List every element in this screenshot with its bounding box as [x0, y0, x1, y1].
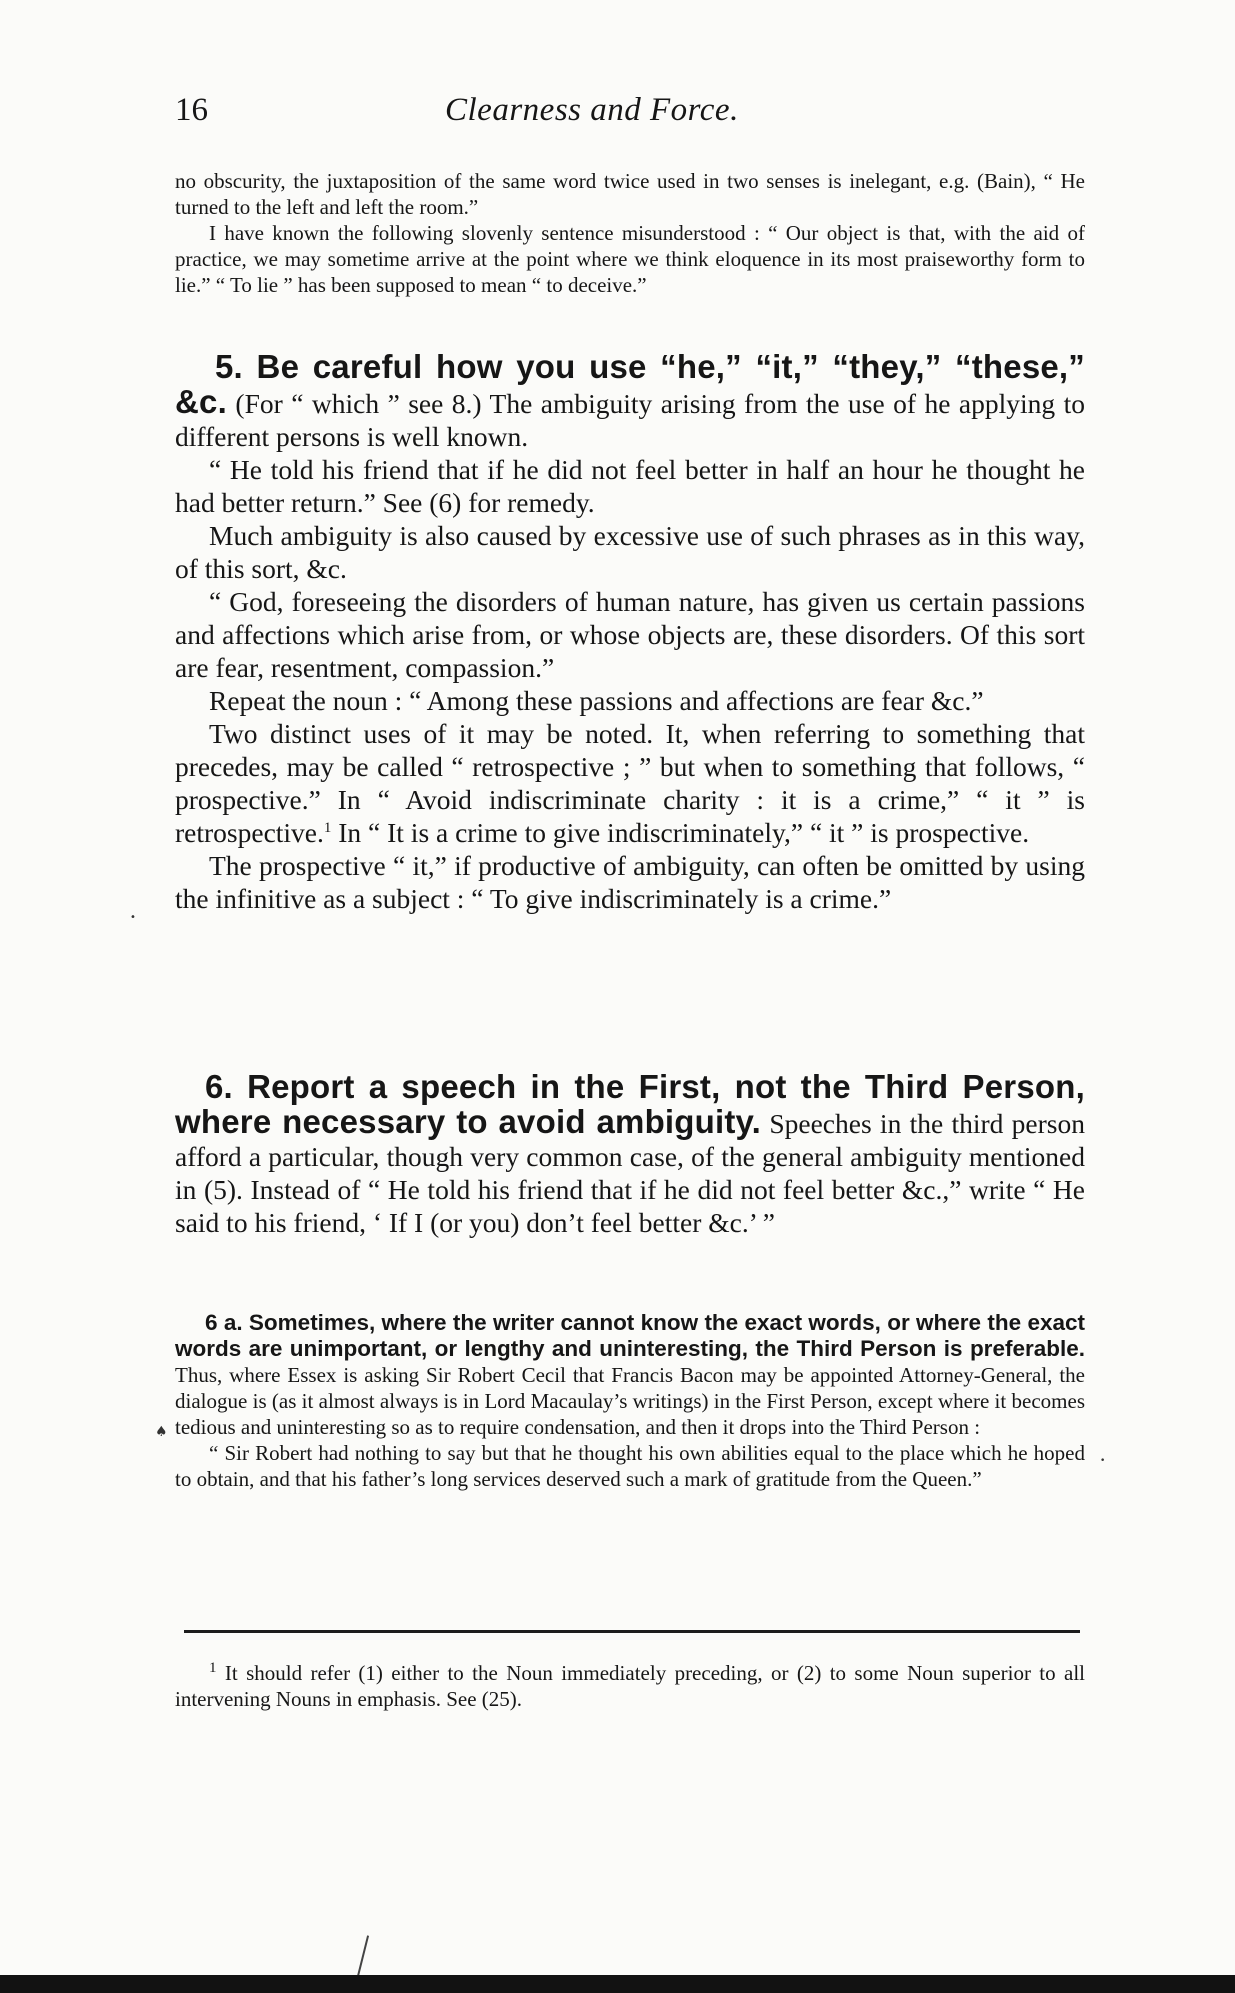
- page-header: [175, 92, 1085, 142]
- section-5-lead: [175, 350, 1085, 453]
- footnote-rule: [184, 1630, 1080, 1633]
- section-5-paragraph-5: Repeat the noun : “ Among these passions and affections are fear &c.”: [209, 685, 984, 716]
- section-5-paragraph-6: [175, 717, 1085, 849]
- section-6-heading: 6. Report a speech in the First, not the Third Person, where necessary to avoid ambiguity.: [175, 1068, 1085, 1140]
- section-6a-heading: 6 a. Sometimes, where the writer cannot know the exact words, or where the exact words are unimportant, or lengthy and uninteresting, the Third Person is preferable.: [175, 1310, 1085, 1361]
- section-6a: [175, 1310, 1085, 1492]
- section-5-paragraph-6-text: Two distinct uses of it may be noted. It, when referring to something that precedes, may be called “ retrospective ; ” but when to something that follows, “ prospective.” In “ Avoid indiscriminate charity : it is a crime,” “ it ” is retrospective.: [175, 718, 1085, 848]
- intro-paragraphs: [175, 168, 1085, 298]
- intro-paragraph-1: no obscurity, the juxtaposition of the same word twice used in two senses is inelegant, e.g. (Bain), “ He turned to the left and left the room.”: [175, 169, 1085, 219]
- section-5-paragraph-7: The prospective “ it,” if productive of ambiguity, can often be omitted by using the infinitive as a subject : “ To give indiscriminately is a crime.”: [175, 850, 1085, 914]
- section-5-paragraph-3: Much ambiguity is also caused by excessive use of such phrases as in this way, of this sort, &c.: [175, 520, 1085, 584]
- section-5-paragraph-2: “ He told his friend that if he did not feel better in half an hour he thought he had better return.” See (6) for remedy.: [175, 454, 1085, 518]
- section-6a-paragraph-2: “ Sir Robert had nothing to say but that he thought his own abilities equal to the place which he hoped to obtain, and that his father’s long services deserved such a mark of gratitude from the Queen.”: [175, 1441, 1085, 1491]
- footnote: [175, 1660, 1085, 1712]
- footnote-marker: 1: [209, 1660, 217, 1676]
- section-5: [175, 350, 1085, 915]
- margin-mark: ♠: [155, 1424, 168, 1440]
- running-head: Clearness and Force.: [445, 92, 739, 128]
- footnote-reference: 1: [323, 819, 332, 836]
- intro-paragraph-2: I have known the following slovenly sentence misunderstood : “ Our object is that, with the aid of practice, we may sometime arrive at the point where we think eloquence in its most praiseworthy form to lie.” “ To lie ” has been supposed to mean “ to deceive.”: [175, 221, 1085, 297]
- section-5-paragraph-4: “ God, foreseeing the disorders of human nature, has given us certain passions and affections which arise from, or whose objects are, these disorders. Of this sort are fear, resentment, compassion.”: [175, 586, 1085, 683]
- section-5-paragraph-1: (For “ which ” see 8.) The ambiguity arising from the use of he applying to different persons is well known.: [175, 388, 1086, 452]
- footnote-paragraph: [175, 1660, 1085, 1712]
- page-number: 16: [175, 92, 208, 128]
- footnote-text: It should refer (1) either to the Noun immediately preceding, or (2) to some Noun superior to all intervening Nouns in emphasis. See (25).: [175, 1661, 1086, 1711]
- margin-speck: •: [130, 912, 136, 923]
- margin-speck-right: •: [1100, 1456, 1106, 1466]
- pen-stroke: [357, 1935, 369, 1976]
- section-6a-paragraph-1: Thus, where Essex is asking Sir Robert Cecil that Francis Bacon may be appointed Attorney-General, the dialogue is (as it almost always is in Lord Macaulay’s writings) in the First Person, except where it becomes tedious and uninteresting so as to require condensation, and then it drops into the Third Person :: [175, 1363, 1085, 1439]
- section-6-paragraph-1: Speeches in the third person afford a particular, though very common case, of the general ambiguity mentioned in (5). Instead of “ He told his friend that if he did not feel better &c.,” write “ He said to his friend, ‘ If I (or you) don’t feel better &c.’ ”: [175, 1108, 1085, 1238]
- scan-edge-band: [0, 1975, 1235, 1993]
- section-6: [175, 1070, 1085, 1239]
- section-5-heading: 5. Be careful how you use “he,” “it,” “they,” “these,” &c.: [175, 348, 1085, 420]
- section-6a-lead: [175, 1310, 1085, 1440]
- section-5-paragraph-6-end: In “ It is a crime to give indiscriminately,” “ it ” is prospective.: [338, 817, 1030, 848]
- section-6-lead: [175, 1070, 1085, 1239]
